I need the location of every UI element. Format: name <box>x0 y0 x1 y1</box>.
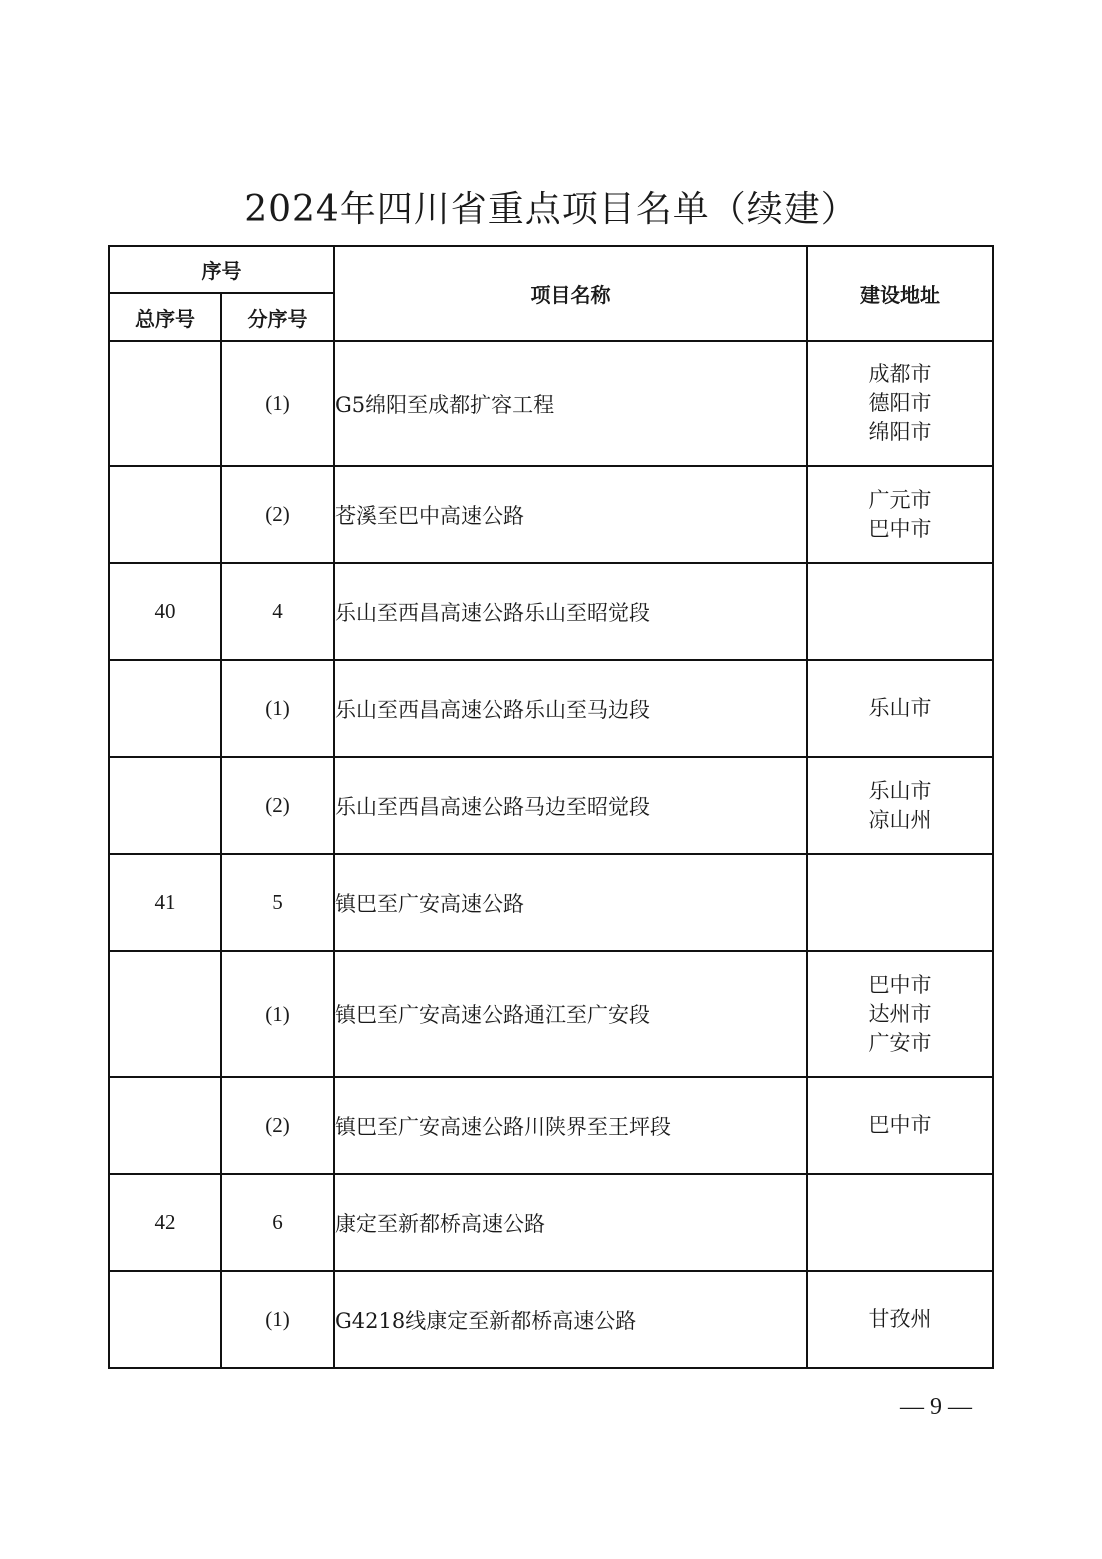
project-name-cell: 镇巴至广安高速公路通江至广安段 <box>334 951 807 1077</box>
project-name-cell: G5绵阳至成都扩容工程 <box>334 341 807 466</box>
address-cell <box>807 1077 993 1174</box>
project-name-cell: 乐山至西昌高速公路乐山至昭觉段 <box>334 563 807 660</box>
address-line: 绵阳市 <box>868 420 932 444</box>
table-row <box>109 341 993 466</box>
total-serial-cell <box>109 1271 221 1368</box>
sub-serial-cell: (2) <box>221 757 334 854</box>
address-line: 甘孜州 <box>868 1307 932 1331</box>
total-serial-cell: 41 <box>109 854 221 951</box>
sub-serial-cell: (1) <box>221 341 334 466</box>
address-line: 乐山市 <box>868 778 932 803</box>
address-line: 广元市 <box>868 487 932 512</box>
address-cell <box>807 757 993 854</box>
table-row <box>109 1271 993 1368</box>
address-cell <box>807 1174 993 1271</box>
header-project-name: 项目名称 <box>334 246 807 341</box>
address-cell <box>807 466 993 563</box>
address-cell <box>807 854 993 951</box>
address-cell <box>807 951 993 1077</box>
address-line: 巴中市 <box>868 1113 932 1137</box>
project-name-cell: 乐山至西昌高速公路乐山至马边段 <box>334 660 807 757</box>
project-table <box>108 245 994 1369</box>
header-total-serial: 总序号 <box>109 293 221 341</box>
table-row <box>109 854 993 951</box>
total-serial-cell <box>109 1077 221 1174</box>
address-cell <box>807 1271 993 1368</box>
address-line: 德阳市 <box>868 391 932 415</box>
header-serial-group: 序号 <box>109 246 334 293</box>
sub-serial-cell: 6 <box>221 1174 334 1271</box>
page-number: — 9 — <box>900 1394 972 1420</box>
address-line: 达州市 <box>868 1001 932 1026</box>
project-name-cell: 镇巴至广安高速公路 <box>334 854 807 951</box>
address-line: 凉山州 <box>868 807 932 832</box>
total-serial-cell <box>109 341 221 466</box>
total-serial-cell: 40 <box>109 563 221 660</box>
address-line: 成都市 <box>868 362 932 386</box>
sub-serial-cell: (2) <box>221 466 334 563</box>
table-row <box>109 1174 993 1271</box>
sub-serial-cell: (1) <box>221 1271 334 1368</box>
table-row <box>109 660 993 757</box>
address-cell <box>807 563 993 660</box>
header-row-top <box>109 246 993 293</box>
project-name-cell: G4218线康定至新都桥高速公路 <box>334 1271 807 1368</box>
document-title: 2024年四川省重点项目名单（续建） <box>244 189 858 230</box>
table-row <box>109 757 993 854</box>
address-line: 巴中市 <box>868 972 932 997</box>
total-serial-cell <box>109 951 221 1077</box>
project-name-cell: 康定至新都桥高速公路 <box>334 1174 807 1271</box>
table-row <box>109 563 993 660</box>
total-serial-cell <box>109 757 221 854</box>
total-serial-cell: 42 <box>109 1174 221 1271</box>
sub-serial-cell: (1) <box>221 660 334 757</box>
table-row <box>109 1077 993 1174</box>
address-cell <box>807 341 993 466</box>
sub-serial-cell: 5 <box>221 854 334 951</box>
address-line: 乐山市 <box>868 696 932 720</box>
total-serial-cell <box>109 660 221 757</box>
sub-serial-cell: (1) <box>221 951 334 1077</box>
total-serial-cell <box>109 466 221 563</box>
sub-serial-cell: (2) <box>221 1077 334 1174</box>
table-row <box>109 951 993 1077</box>
table-row <box>109 466 993 563</box>
address-cell <box>807 660 993 757</box>
header-sub-serial: 分序号 <box>221 293 334 341</box>
project-name-cell: 镇巴至广安高速公路川陕界至王坪段 <box>334 1077 807 1174</box>
project-name-cell: 乐山至西昌高速公路马边至昭觉段 <box>334 757 807 854</box>
address-line: 巴中市 <box>868 516 932 541</box>
table-body <box>109 341 993 1368</box>
sub-serial-cell: 4 <box>221 563 334 660</box>
header-address: 建设地址 <box>807 246 993 341</box>
project-name-cell: 苍溪至巴中高速公路 <box>334 466 807 563</box>
address-line: 广安市 <box>868 1030 932 1055</box>
